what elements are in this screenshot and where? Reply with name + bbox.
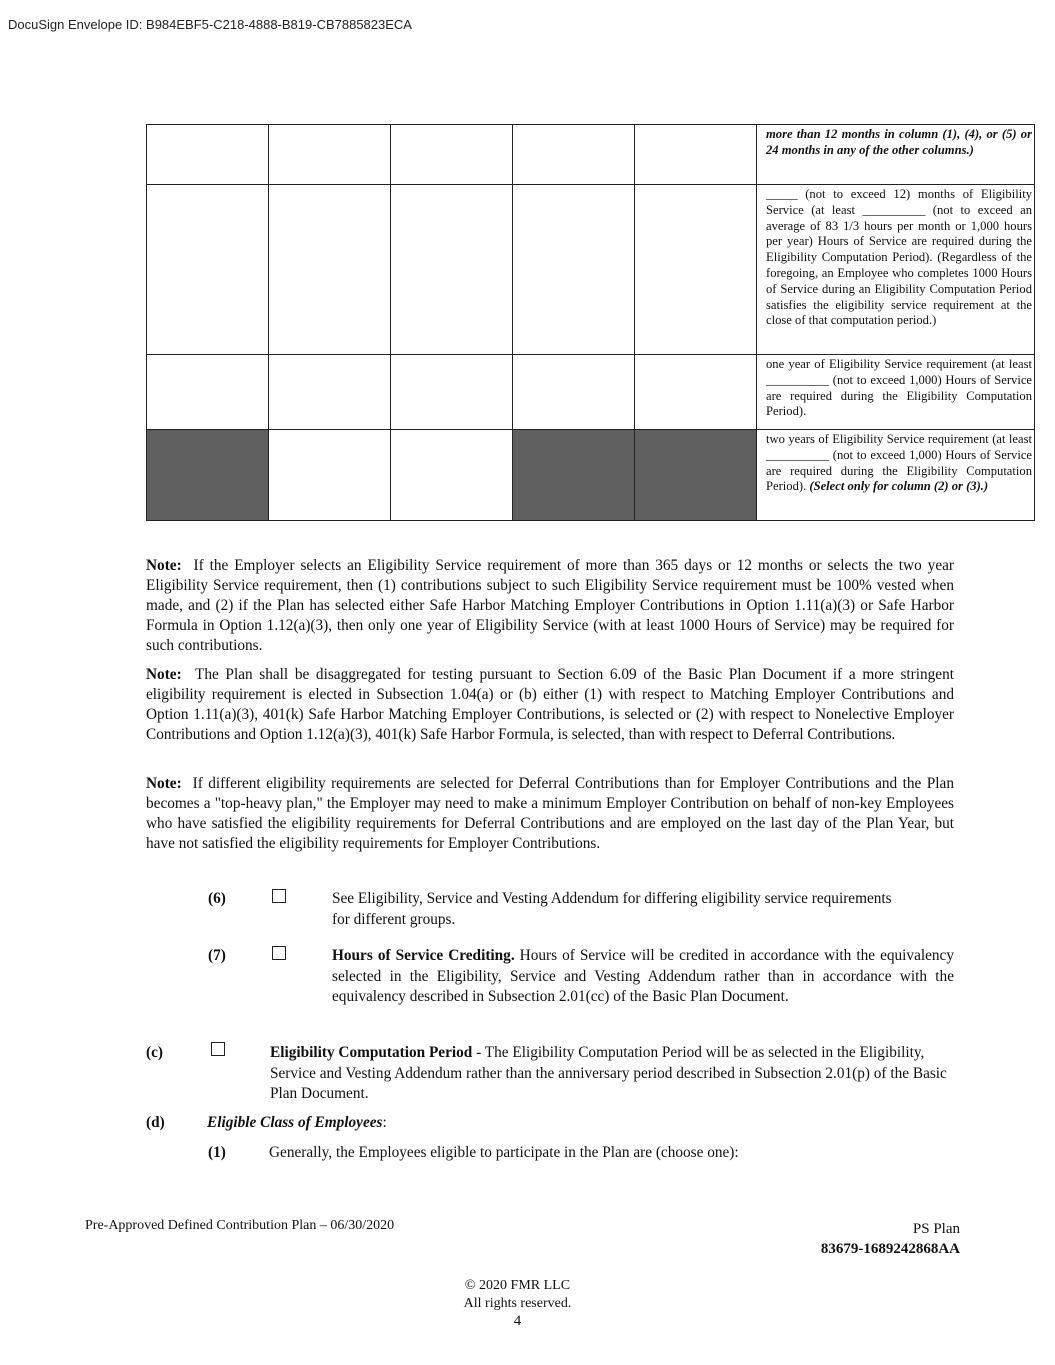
table-cell [635,430,757,521]
item-6-checkbox[interactable] [272,889,286,903]
copyright-line: © 2020 FMR LLC [464,1278,571,1293]
note-text: If the Employer selects an Eligibility Service requirement of more than 365 days or 12 months or selects the two year Eligibility Service requirement, then (1) contributions subject to such Eligibility Service requirement must be 100% vested when made, and (2) if the Plan has selected either Safe Harbor Matching Employer Contributions in Option 1.11(a)(3) or Safe Harbor Formula in Option 1.12(a)(3), then only one year of Eligibility Service (with at least 1000 Hours of Service) may be required for such contributions. [146,557,954,654]
table-cell [513,185,635,355]
item-c-number: (c) [146,1044,163,1061]
table-cell [147,185,269,355]
table-cell-text: _____ (not to exceed 12) months of Eligibility Service (at least __________ (not to exceed an average of 83 1/3 hours per month or 1,000 hours per year) Hours of Service are required during the Eligibility Computation Period). (Regardless of the foregoing, an Employee who completes 1000 Hours of Service during an Eligibility Computation Period satisfies the eligibility service requirement at the close of that computation period.) [766,187,1032,328]
item-c-body: - The Eligibility Computation Period will be as selected in the Eligibility, Service and Vesting Addendum rather than the anniversary period described in Subsection 2.01(p) of the Basic Plan Document. [270,1044,947,1102]
table-row [147,125,1035,185]
table-text-cell [757,355,1035,430]
page-number: 4 [513,1313,522,1329]
item-7-text [332,946,954,1008]
item-7-body: Hours of Service will be credited in accordance with the equivalency selected in the Eligibility, Service and Vesting Addendum rather than in accordance with the equivalency described in Subsection 2.01(cc) of the Basic Plan Document. [332,947,954,1005]
docusign-envelope-id: DocuSign Envelope ID: B984EBF5-C218-4888-B819-CB7885823ECA [8,17,412,32]
table-cell [147,430,269,521]
table-cell [635,355,757,430]
rights-line: All rights reserved. [463,1296,572,1311]
table-cell [513,125,635,185]
note-paragraph [146,556,954,656]
table-text-cell [757,185,1035,355]
table-cell [147,355,269,430]
note-label: Note: [146,557,182,574]
item-c-text [270,1043,950,1105]
note-label: Note: [146,666,182,683]
table-cell [391,355,513,430]
footer-plan-title: Pre-Approved Defined Contribution Plan – 06/30/2020 [85,1218,395,1233]
table-cell [269,125,391,185]
eligibility-service-table [146,124,1035,521]
table-cell [269,430,391,521]
item-7-checkbox[interactable] [272,946,286,960]
table-cell [391,430,513,521]
note-text: If different eligibility requirements are selected for Deferral Contributions than for Employer Contributions and the Plan becomes a "top-heavy plan," the Employer may need to make a minimum Employer Contribution on behalf of non-key Employees who have satisfied the eligibility requirements for Deferral Contributions and are employed on the last day of the Plan Year, but have not satisfied the eligibility requirements for Employer Contributions. [146,775,954,852]
item-6-text: See Eligibility, Service and Vesting Addendum for differing eligibility service requirements for different groups. [332,890,892,928]
table-row [147,355,1035,430]
table-cell [269,355,391,430]
item-c-title: Eligibility Computation Period [270,1044,473,1061]
table-cell [147,125,269,185]
table-cell [269,185,391,355]
table-row [147,430,1035,521]
table-cell [635,125,757,185]
table-cell-bold-italic: (Select only for column (2) or (3).) [809,479,989,494]
footer-plan-code: 83679-1689242868AA [820,1241,960,1257]
item-6-number: (6) [208,890,226,907]
table-cell-text: two years of Eligibility Service requirement (at least __________ (not to exceed 1,000) Hours of Service are required during the Eligibility Computation Period). [766,432,1032,494]
table-text-cell [757,430,1035,521]
item-d-title: Eligible Class of Employees [207,1114,383,1131]
item-7-title: Hours of Service Crediting. [332,947,515,964]
footer-plan-info [821,1219,960,1259]
table-cell [513,430,635,521]
item-d-colon: : [382,1114,387,1131]
note-paragraph [146,774,954,854]
footer-plan-type: PS Plan [912,1221,960,1237]
item-d-text [207,1113,607,1134]
item-d1-text: Generally, the Employees eligible to participate in the Plan are (choose one): [269,1144,739,1161]
table-text-cell [757,125,1035,185]
table-cell [391,185,513,355]
table-cell-text: one year of Eligibility Service requirement (at least __________ (not to exceed 1,000) Hours of Service are required during the Eligibility Computation Period). [766,357,1032,419]
table-row [147,185,1035,355]
note-paragraph [146,665,954,745]
table-cell [391,125,513,185]
item-d-number: (d) [146,1114,165,1131]
note-label: Note: [146,775,182,792]
item-d1-number: (1) [208,1144,226,1161]
table-cell [635,185,757,355]
note-text: The Plan shall be disaggregated for testing pursuant to Section 6.09 of the Basic Plan Document if a more stringent eligibility requirement is elected in Subsection 1.04(a) or (b) either (1) with respect to Matching Employer Contributions and Option 1.11(a)(3), 401(k) Safe Harbor Matching Employer Contributions, is selected or (2) with respect to Nonelective Employer Contributions and Option 1.12(a)(3), 401(k) Safe Harbor Formula, is selected, than with respect to Deferral Contributions. [146,666,954,743]
item-7-number: (7) [208,947,226,964]
footer-copyright [0,1277,1035,1313]
table-cell [513,355,635,430]
table-cell-bold-italic: more than 12 months in column (1), (4), or (5) or 24 months in any of the other columns.) [766,127,1032,157]
item-c-checkbox[interactable] [211,1042,225,1056]
